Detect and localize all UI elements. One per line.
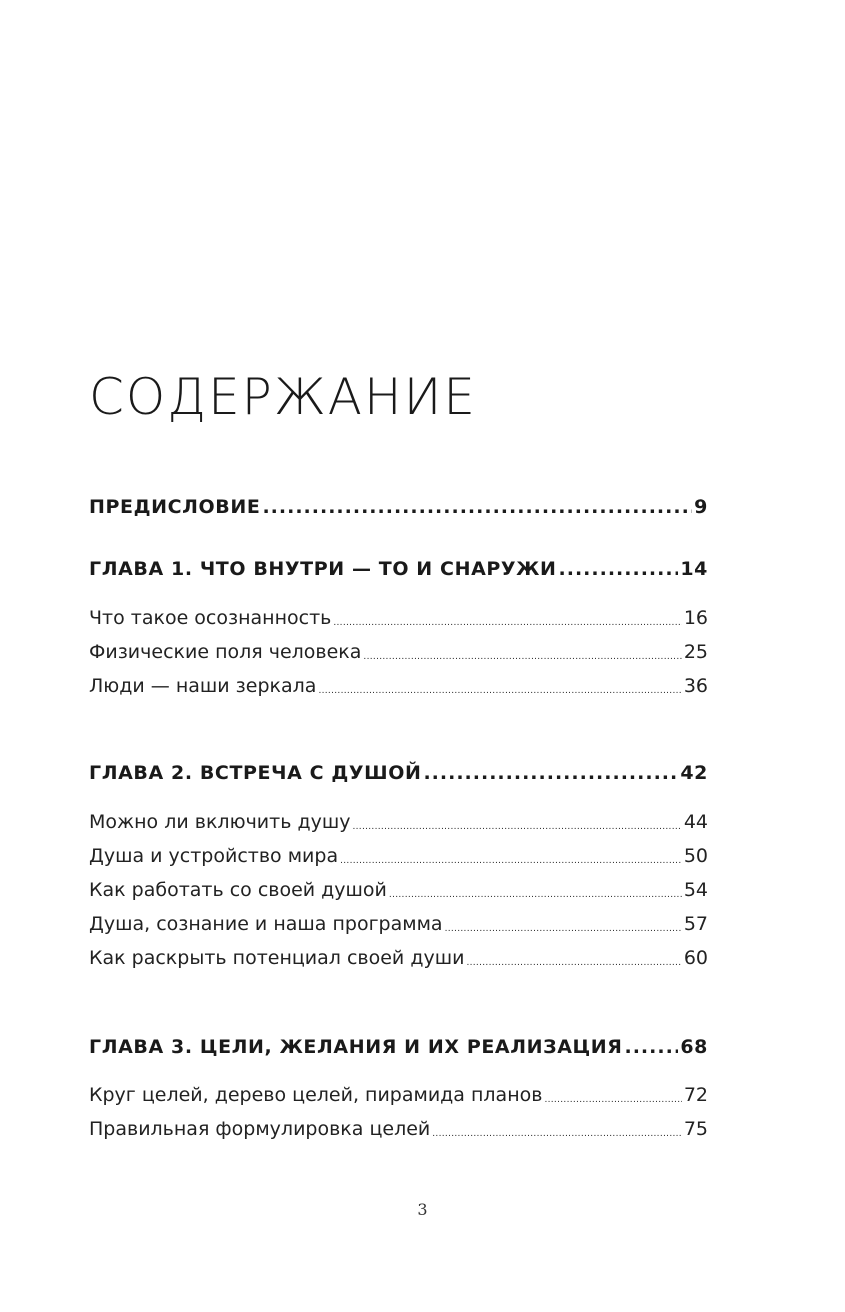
dot-leader [559,558,679,580]
dot-leader [445,913,682,935]
toc-entry[interactable] [89,1118,708,1140]
dot-leader [262,496,692,518]
toc-label: Правильная формулировка целей [89,1118,431,1140]
dot-leader [352,811,681,833]
toc-entry[interactable] [89,947,708,969]
toc-label: Люди — наши зеркала [89,675,317,697]
dot-leader [363,641,681,663]
toc-page: 75 [683,1118,708,1140]
toc-chapter-preface[interactable] [89,496,708,518]
toc-entry[interactable] [89,641,708,663]
dot-leader [466,947,681,969]
toc-label: Круг целей, дерево целей, пирамида планов [89,1084,543,1106]
toc-entry[interactable] [89,811,708,833]
toc-label: ГЛАВА 1. ЧТО ВНУТРИ — ТО И СНАРУЖИ [89,558,557,580]
dot-leader [544,1084,681,1106]
toc-page: 44 [683,811,708,833]
dot-leader [333,607,681,629]
toc-label: Как раскрыть потенциал своей души [89,947,465,969]
toc-label: Что такое осознанность [89,607,332,629]
page-title: СОДЕРЖАНИЕ [89,368,477,426]
toc-page: 68 [680,1036,708,1058]
toc-page: 60 [683,947,708,969]
toc-chapter-3[interactable] [89,1036,708,1058]
toc-label: ГЛАВА 3. ЦЕЛИ, ЖЕЛАНИЯ И ИХ РЕАЛИЗАЦИЯ [89,1036,623,1058]
toc-label: Можно ли включить душу [89,811,351,833]
toc-entry[interactable] [89,845,708,867]
toc-chapter-2[interactable] [89,762,708,784]
dot-leader [432,1118,682,1140]
toc-label: Душа, сознание и наша программа [89,913,443,935]
toc-page: 25 [683,641,708,663]
dot-leader [423,762,678,784]
toc-label: ПРЕДИСЛОВИЕ [89,496,261,518]
toc-page: 50 [683,845,708,867]
toc-entry[interactable] [89,1084,708,1106]
toc-page: 42 [680,762,708,784]
toc-chapter-1[interactable] [89,558,708,580]
toc-page: 57 [683,913,708,935]
toc-page: 16 [683,607,708,629]
toc-page: 72 [683,1084,708,1106]
toc-label: ГЛАВА 2. ВСТРЕЧА С ДУШОЙ [89,762,422,784]
toc-page: 14 [680,558,708,580]
dot-leader [389,879,682,901]
dot-leader [318,675,681,697]
toc-entry[interactable] [89,879,708,901]
toc-entry[interactable] [89,675,708,697]
toc-entry[interactable] [89,607,708,629]
toc-label: Как работать со своей душой [89,879,387,901]
toc-page: 9 [694,496,708,518]
toc-page: 36 [683,675,708,697]
dot-leader [624,1036,678,1058]
toc-entry[interactable] [89,913,708,935]
toc-label: Физические поля человека [89,641,362,663]
page-number: 3 [417,1200,428,1219]
toc-label: Душа и устройство мира [89,845,339,867]
dot-leader [340,845,682,867]
toc-page: 54 [683,879,708,901]
